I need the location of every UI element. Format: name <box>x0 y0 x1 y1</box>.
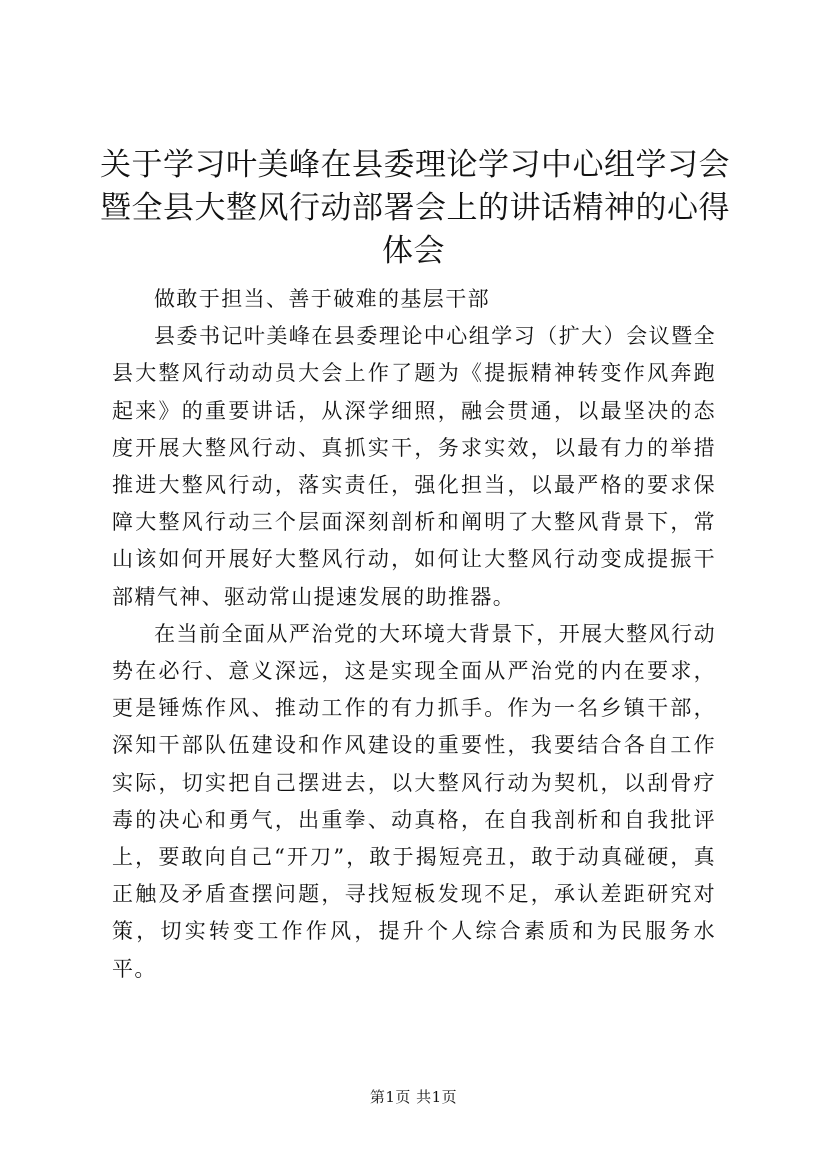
body-paragraph: 在当前全面从严治党的大环境大背景下，开展大整风行动势在必行、意义深远，这是实现全面从严治党的内在要求，更是锤炼作风、推动工作的有力抓手。作为一名乡镇干部，深知干部队伍建设和作风建设的重要性，我要结合各自工作实际，切实把自己摆进去，以大整风行动为契机，以刮骨疗毒的决心和勇气，出重拳、动真格，在自我剖析和自我批评上，要敢向自己“开刀”，敢于揭短亮丑，敢于动真碰硬，真正触及矛盾查摆问题，寻找短板发现不足，承认差距研究对策，切实转变工作作风，提升个人综合素质和为民服务水平。 <box>112 621 716 981</box>
document-body <box>112 281 716 988</box>
document-subtitle: 做敢于担当、善于破难的基层干部 <box>154 287 490 311</box>
title-line: 暨全县大整风行动部署会上的讲话精神的心得 <box>100 190 730 226</box>
body-paragraph: 县委书记叶美峰在县委理论中心组学习（扩大）会议暨全县大整风行动动员大会上作了题为《提振精神转变作风奔跑起来》的重要讲话，从深学细照，融会贯通，以最坚决的态度开展大整风行动、真抓实干，务求实效，以最有力的举措推进大整风行动，落实责任，强化担当，以最严格的要求保障大整风行动三个层面深刻剖析和阐明了大整风背景下，常山该如何开展好大整风行动，如何让大整风行动变成提振干部精气神、驱动常山提速发展的助推器。 <box>112 324 716 609</box>
title-line: 关于学习叶美峰在县委理论学习中心组学习会 <box>100 147 730 183</box>
page-footer: 第1页 共1页 <box>369 1088 458 1106</box>
title-line: 体会 <box>382 233 445 269</box>
document-title <box>100 144 730 273</box>
